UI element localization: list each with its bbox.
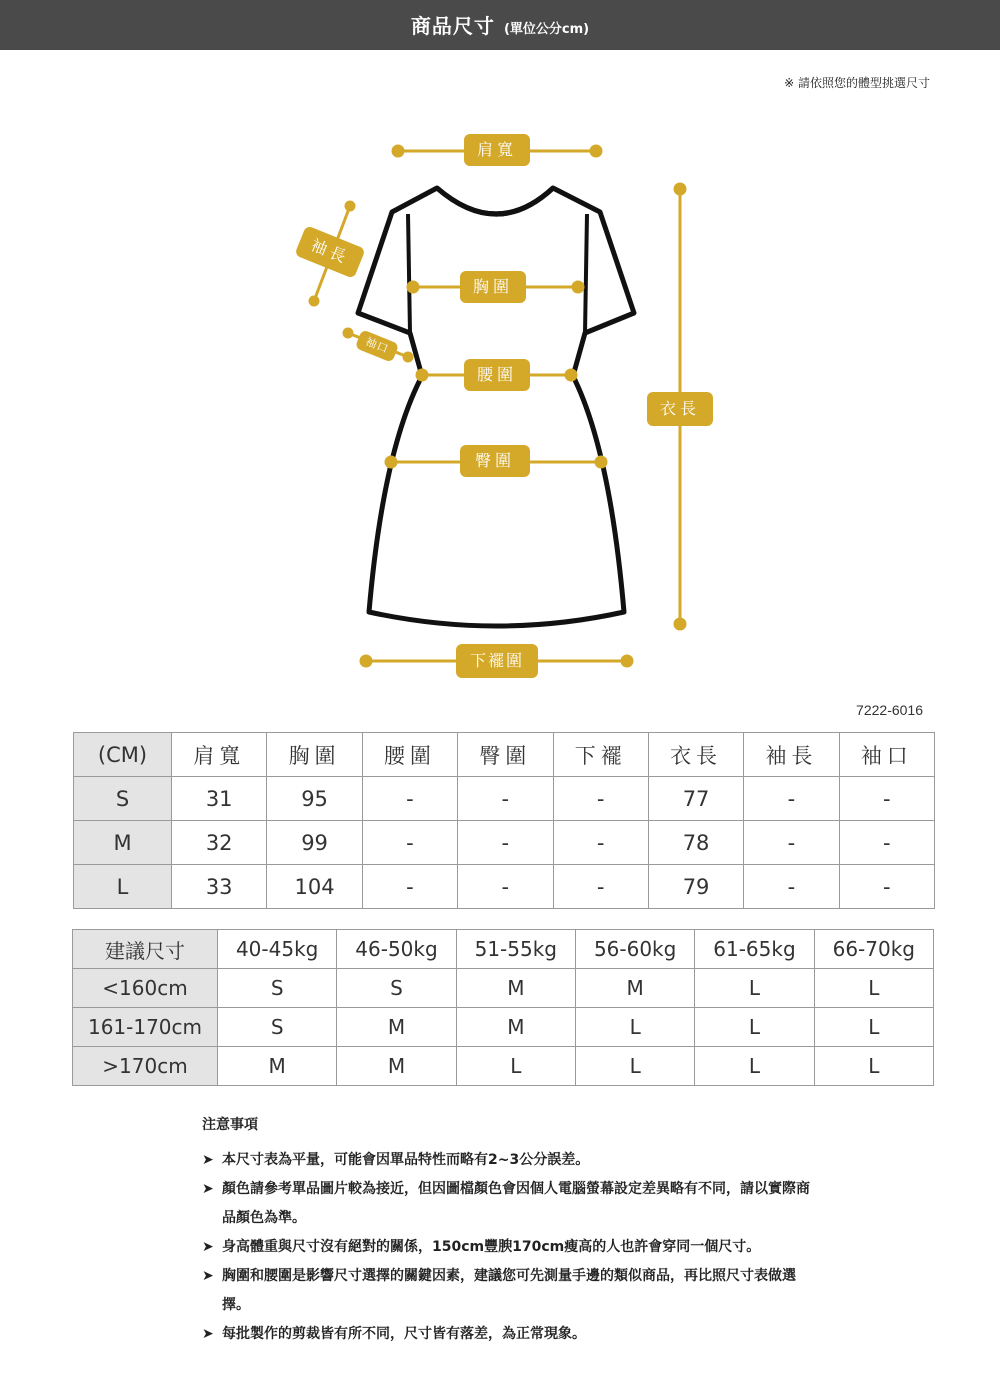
row-header: <160cm xyxy=(73,969,218,1008)
header-cell: 胸圍 xyxy=(267,733,362,777)
label-shoulder: 肩寬 xyxy=(464,134,530,166)
table-cell: 95 xyxy=(267,777,362,821)
table-cell: - xyxy=(839,821,934,865)
note-item xyxy=(202,1146,822,1175)
neckline xyxy=(437,188,553,214)
dress-outline xyxy=(358,188,634,626)
dress-diagram xyxy=(0,100,1000,700)
table-row xyxy=(74,821,935,865)
header-cell: 臀圍 xyxy=(458,733,553,777)
table-cell: L xyxy=(695,969,814,1008)
header-cell: 袖長 xyxy=(744,733,839,777)
table-cell: L xyxy=(695,1008,814,1047)
table-cell: 104 xyxy=(267,865,362,909)
page-title: 商品尺寸 xyxy=(410,14,495,38)
table-cell: 78 xyxy=(648,821,743,865)
arrow-icon: ➤ xyxy=(202,1326,214,1342)
note-item xyxy=(202,1233,822,1262)
size-table-header xyxy=(74,733,935,777)
note-text: 每批製作的剪裁皆有所不同，尺寸皆有落差，為正常現象。 xyxy=(222,1326,586,1342)
table-cell: S xyxy=(218,969,337,1008)
note-item xyxy=(202,1262,822,1320)
header-cell: 40-45kg xyxy=(218,930,337,969)
table-cell: 77 xyxy=(648,777,743,821)
table-cell: 31 xyxy=(172,777,267,821)
label-cuff: 袖口 xyxy=(355,329,400,363)
row-header: M xyxy=(74,821,172,865)
note-text: 顏色請參考單品圖片較為接近，但因圖檔顏色會因個人電腦螢幕設定差異略有不同，請以實際商品顏色為準。 xyxy=(222,1181,810,1226)
table-row xyxy=(73,1047,934,1086)
note-item xyxy=(202,1175,822,1233)
header-cell: 衣長 xyxy=(648,733,743,777)
header-cell: 下襬 xyxy=(553,733,648,777)
table-row xyxy=(73,1008,934,1047)
table-cell: 33 xyxy=(172,865,267,909)
table-cell: L xyxy=(814,969,933,1008)
arrow-icon: ➤ xyxy=(202,1239,214,1255)
table-cell: - xyxy=(744,865,839,909)
table-cell: M xyxy=(575,969,694,1008)
table-row xyxy=(74,777,935,821)
row-header: 161-170cm xyxy=(73,1008,218,1047)
table-row xyxy=(74,865,935,909)
note-item xyxy=(202,1320,822,1349)
table-row xyxy=(73,969,934,1008)
notes-section xyxy=(202,1114,822,1349)
table-cell: 32 xyxy=(172,821,267,865)
page-header xyxy=(0,0,1000,50)
header-cell: (CM) xyxy=(74,733,172,777)
table-cell: - xyxy=(839,865,934,909)
table-cell: S xyxy=(337,969,456,1008)
recommend-table xyxy=(72,929,934,1086)
table-cell: L xyxy=(695,1047,814,1086)
table-cell: M xyxy=(456,969,575,1008)
table-cell: L xyxy=(814,1047,933,1086)
label-waist: 腰圍 xyxy=(464,359,530,391)
header-cell: 建議尺寸 xyxy=(73,930,218,969)
table-cell: L xyxy=(456,1047,575,1086)
header-cell: 61-65kg xyxy=(695,930,814,969)
table-cell: - xyxy=(744,821,839,865)
table-cell: M xyxy=(456,1008,575,1047)
table-cell: M xyxy=(218,1047,337,1086)
table-cell: - xyxy=(458,777,553,821)
label-hem: 下襬圍 xyxy=(456,644,538,678)
table-cell: M xyxy=(337,1008,456,1047)
arrow-icon: ➤ xyxy=(202,1268,214,1284)
table-cell: - xyxy=(362,777,457,821)
header-cell: 袖口 xyxy=(839,733,934,777)
header-cell: 51-55kg xyxy=(456,930,575,969)
table-cell: - xyxy=(362,865,457,909)
row-header: S xyxy=(74,777,172,821)
note-text: 身高體重與尺寸沒有絕對的關係，150cm豐腴170cm瘦高的人也許會穿同一個尺寸。 xyxy=(222,1239,761,1255)
table-cell: 79 xyxy=(648,865,743,909)
arrow-icon: ➤ xyxy=(202,1181,214,1197)
table-cell: - xyxy=(362,821,457,865)
label-sleeve-length: 袖長 xyxy=(294,225,365,279)
recommend-table-header xyxy=(73,930,934,969)
note-text: 本尺寸表為平量，可能會因單品特性而略有2~3公分誤差。 xyxy=(222,1152,590,1168)
table-cell: - xyxy=(839,777,934,821)
table-cell: - xyxy=(553,821,648,865)
notes-title: 注意事項 xyxy=(202,1117,258,1133)
table-cell: L xyxy=(575,1047,694,1086)
table-cell: - xyxy=(553,865,648,909)
table-cell: 99 xyxy=(267,821,362,865)
table-cell: L xyxy=(575,1008,694,1047)
label-hip: 臀圍 xyxy=(460,445,530,477)
unit-label: (單位公分cm) xyxy=(503,22,590,37)
note-text: 胸圍和腰圍是影響尺寸選擇的關鍵因素，建議您可先測量手邊的類似商品，再比照尺寸表做選擇。 xyxy=(222,1268,796,1313)
row-header: >170cm xyxy=(73,1047,218,1086)
table-cell: S xyxy=(218,1008,337,1047)
header-cell: 46-50kg xyxy=(337,930,456,969)
header-cell: 腰圍 xyxy=(362,733,457,777)
row-header: L xyxy=(74,865,172,909)
table-cell: - xyxy=(458,865,553,909)
dress-illustration xyxy=(0,100,1000,700)
arrow-icon: ➤ xyxy=(202,1152,214,1168)
table-cell: L xyxy=(814,1008,933,1047)
header-cell: 66-70kg xyxy=(814,930,933,969)
size-note: ※ 請依照您的體型挑選尺寸 xyxy=(784,76,930,90)
header-cell: 56-60kg xyxy=(575,930,694,969)
product-code: 7222-6016 xyxy=(856,702,923,718)
label-length: 衣長 xyxy=(647,392,713,426)
table-cell: - xyxy=(744,777,839,821)
size-table xyxy=(73,732,935,909)
label-chest: 胸圍 xyxy=(460,271,526,303)
header-cell: 肩寬 xyxy=(172,733,267,777)
table-cell: - xyxy=(458,821,553,865)
table-cell: - xyxy=(553,777,648,821)
table-cell: M xyxy=(337,1047,456,1086)
